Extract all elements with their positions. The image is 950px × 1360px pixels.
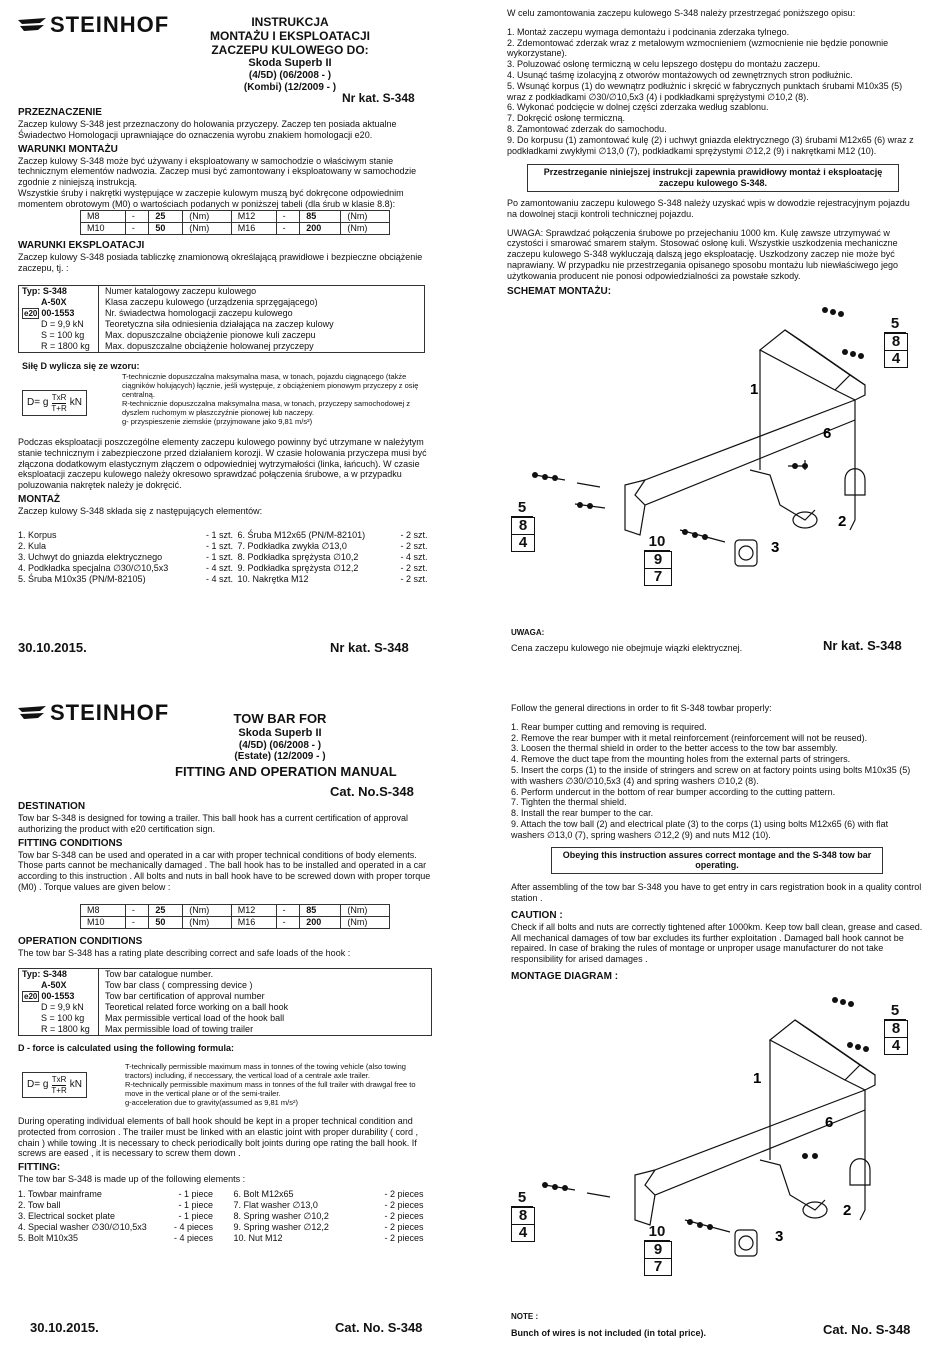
pl-formula-heading: Siłę D wylicza się ze wzoru: [22,361,140,371]
brand-name: STEINHOF [50,12,170,37]
en-rating-table: Typ: S-348 Tow bar catalogue number. A-50X Tow bar class ( compressing device ) e20 00-1553 Tow bar certification of approval number D = 9,9 kN Teoretical related force working on a ball hook S = 100 kg Max permissible vertical load of the hook ball R = 1800 kg Max permissible load of towing trailer [18,968,432,1036]
en-date: 30.10.2015. [30,1320,99,1335]
en-title: TOW BAR FOR Skoda Superb II (4/5D) (06/2008 - ) (Estate) (12/2009 - ) [180,712,380,763]
en-formula-heading: D - force is calculated using the following formula: [18,1043,235,1053]
en-torque-table: M8 - 25 (Nm) M12 - 85 (Nm) M10 - 50 (Nm) M16 - 200 (Nm) [80,904,390,929]
label-6: 6 [825,1114,834,1131]
pl-right-text: W celu zamontowania zaczepu kulowego S-348 należy przestrzegać poniższego opisu: 1. Montaż zaczepu wymaga demontażu i podcinania zderzaka tylnego. 2. Zdemontować zderzak wraz z metalowym wzmocnieniem (wzmocnienie nie będzie ponownie wykorzystane). 3. Poluzować osłonę termiczną w celu lepszego dostępu do montażu zaczepu. 4. Usunąć taśmę izolacyjną z otworów montażowych od zewnętrznych stron podłużnic. 5. Wsunąć korpus (1) do wewnątrz podłużnic i skręcić w fabrycznych punktach śrubami M10x35 (5) wraz z podkładkami ∅30/∅10,5x3 (4) i podkładkami sprężystymi ∅10,2 (8). 6. Wykonać podcięcie w dolnej części zderzaka według szablonu. 7. Dokręcić osłonę termiczną. 8. Zamontować zderzak do samochodu. 9. Do korpusu (1) zamontować kulę (2) i uchwyt gniazda elektrycznego (3) śrubami M12x65 (6) wraz z podkładkami zwykłymi ∅13,0 (7), podkładkami sprężystymi ∅12,2 (9) i nakrętkami M12 (10). Przestrzeganie niniejszej instrukcji zapewnia prawidłowy montaż i eksploatację zaczepu kulowego S-348. Po zamontowaniu zaczepu kulowego S-348 należy uzyskać wpis w dowodzie rejestracyjnym pojazdu na dowolnej stacji kontroli technicznej pojazdu. UWAGA: Sprawdzać połączenia śrubowe po przejechaniu 1000 km. Kulę zawsze utrzymywać w czystości i smarować smarem stałym. Stosować osłonę kuli. Wszystkie uszkodzenia mechaniczne zaczepu kulowego S-348 wykluczają dalszą jego eksploatację. Uszkodzony zaczep nie może być naprawiany. W przypadku nie przestrzegania opisanego sposobu montażu lub niewłaściwego jego użytkowania producent nie ponosi odpowiedzialności za powstałe szkody. SCHEMAT MONTAŻU: [507,8,914,297]
en-right-text: Follow the general directions in order to fit S-348 towbar properly: 1. Rear bumper cutting and removing is required. 2. Remove the rear bumper with it metal reinforcement (reinforcement will not be reused). 3. Loosen the thermal shield in order to the better access to the tow bar assembly. 4. Remove the duct tape from the mounting holes from the external parts of stringers. 5. Insert the corps (1) to the inside of stringers and screw on at factory points using bolts M10x35 (5) with washers ∅30/∅10,5x3 (4) and spring washers ∅10,2 (8). 6. Perform undercut in the bottom of rear bumper according to the cutting pattern. 7. Tighten the thermal shield. 8. Install the rear bumper to the car. 9. Attach the tow ball (2) and electrical plate (3) to the corps (1) using bolts M12x65 (6) with flat washers ∅13,0 (7), spring washers ∅12,2 (9) and nuts M12 (10). Obeying this instruction assures correct montage and the S-348 tow bar operating. After assembling of the tow bar S-348 you have to get entry in cars registration book in a quality control station . CAUTION : Check if all bolts and nuts are correctly tightened after 1000km. Keep tow ball clean, grease and cased. All mechanical damages of tow bar excludes its further exploitation . Damaged ball hook cannot be repaired. In case of braking the rules of montage or unproper usage manufacturer do not take responsibility for arised damages . MONTAGE DIAGRAM : [511,703,923,982]
pl-diagram-stack-right: 5 8 4 [884,316,908,368]
en-diagram-stack-bottom: 10 9 7 [644,1224,672,1276]
pl-diagram-stack-left: 5 8 4 [511,500,535,552]
en-maint-text: During operating individual elements of ball hook should be kept in a proper technical condition and protected from corrosion . The trailer must be linked with an elastic joint with proper durability ( cord , chain ) while towing .It is necessary to check periodically bolt joints during ope rating the ball hook. If screws are eased , it is necessary to screw them down . FITTING: The tow bar S-348 is made up of the following elements : [18,1116,419,1185]
pl-formula: D= g $\frac{\text{TxR}}{T+R}$ kN [22,390,87,416]
en-catno: Cat. No.S-348 [330,784,414,799]
label-6: 6 [823,425,832,442]
pl-catno: Nr kat. S-348 [342,91,415,105]
label-2: 2 [838,513,847,530]
pl-model: Skoda Superb II [248,57,332,70]
pl-title: INSTRUKCJA MONTAŻU I EKSPLOATACJI ZACZEPU KULOWEGO DO: Skoda Superb II (4/5D) (06/2008 - ) (Kombi) (12/2009 - ) [200,16,380,93]
en-montage-diagram [505,985,925,1295]
pl-foot-catno-right: Nr kat. S-348 [823,638,902,653]
pl-foot-catno: Nr kat. S-348 [330,640,409,655]
label-1: 1 [753,1070,762,1087]
en-foot-catno-right: Cat. No. S-348 [823,1322,911,1337]
brand-logo [18,12,169,38]
en-foot-catno: Cat. No. S-348 [335,1320,423,1335]
pl-op-text: WARUNKI EKSPLOATACJI Zaczep kulowy S-348 posiada tabliczkę znamionową określającą prawidłowe i bezpieczne obciążenie zaczepu, tj. : [18,240,423,273]
pl-parts-list: 1. Korpus - 1 szt. 2. Kula - 1 szt. 3. Uchwyt do gniazda elektrycznego - 1 szt. 4. Podkładka specjalna ∅30/∅10,5x3 - 4 szt. 5. Śruba M10x35 (PN/M-82105) - 4 szt. 6. Śruba M12x65 (PN/M-82101) - 2 szt. 7. Podkładka zwykła ∅13,0 - 2 szt. 8. Podkładka sprężysta ∅10,2 - 4 szt. 9. Podkładka sprężysta ∅12,2 - 2 szt. 10. Nakrętka M12 - 2 szt. [18,530,428,584]
en-diagram-stack-left: 5 8 4 [511,1190,535,1242]
pl-diagram-stack-bottom: 10 9 7 [644,534,672,586]
pl-note-heading: UWAGA: [511,628,545,637]
pl-date: 30.10.2015. [18,640,87,655]
label-1: 1 [750,381,759,398]
en-formula: D= g $\frac{\text{TxR}}{T+R}$ kN [22,1072,87,1098]
pl-maint-text: Podczas eksploatacji poszczególne elementy zaczepu kulowego powinny być utrzymane w należytym stanie technicznym i zabezpieczone przed działaniem korozji. W czasie holowania przyczepa musi być złączona dodatkowym elastycznym złączem o odpowiedniej wytrzymałości (linka, łańcuch). W czasie eksploatacji zaczepu kulowego należy okresowo sprawdzać połączenia śrubowe, a w przypadku poluzowania nakrętek należy je dokręcić. MONTAŻ Zaczep kulowy S-348 składa się z następujących elementów: [18,437,427,516]
label-3: 3 [771,539,780,556]
pl-formula-notes: T-technicznie dopuszczalna maksymalna masa, w tonach, pojazdu ciągnącego (także ciągników holujących) łącznie, jeśli występuje, z obciążeniem pionowym przyczepy z osię centralną. R-technicznie dopuszczalna maksymalna masa, w tonach, przyczepy samochodowej z dyszlem ruchomym w płaszczyźnie pionowej lub naczepy. g- przyspieszenie ziemskie (przyjmowane jako 9,81 m/s²) [122,372,419,426]
brand-name: STEINHOF [50,700,170,725]
en-formula-notes: T-technically permissible maximum mass in tonnes of the towing vehicle (also towing tractors) including, if neccessary, the vertical load of a centrale axle trailer. R-technically permissible maximum mass in tonnes of the full trailer with drawgal free to move in the vertical plane or of the semi-trailer. g-acceleration due to gravity(assumed as 9,81 m/s²) [125,1062,416,1107]
pl-montage-diagram [505,290,925,610]
pl-note: Cena zaczepu kulowego nie obejmuje wiązki elektrycznej. [511,643,743,653]
en-left-text: DESTINATION Tow bar S-348 is designed for towing a trailer. This ball hook has a current certification of approval authorizing the product with e20 certification sign. FITTING CONDITIONS Tow bar S-348 can be used and operated in a car with proper technical conditions of body elements. Those parts cannot be mechanically damaged . The ball hook has to be installed and operated in a car according to this instruction . All bolts and nuts in ball hook have to be screwed down with proper torque (M0) . Torque values are given below : [18,801,431,892]
steinhof-wing-icon [18,704,48,722]
brand-logo-en [18,700,169,726]
en-subtitle: FITTING AND OPERATION MANUAL [175,764,397,779]
en-op-text: OPERATION CONDITIONS The tow bar S-348 has a rating plate describing correct and safe loads of the hook : [18,936,351,958]
pl-left-text: PRZEZNACZENIE Zaczep kulowy S-348 jest przeznaczony do holowania przyczepy. Zaczep ten posiada aktualne Świadectwo Homologacji uprawniające do oznaczenia wyrobu znakiem homologacji e20. WARUNKI MONTAŻU Zaczep kulowy S-348 może być używany i eksploatowany w samochodzie o właściwym stanie technicznym elementów nadwozia. Zaczep musi być zamontowany i eksploatowany w samochodzie zgodnie z niniejszą instrukcją. Wszystkie śruby i nakrętki występujące w zaczepie kulowym muszą być dokręcone odpowiednim momentem obrotowym (M0) o wartościach podanych w poniższej tabeli (dla śrub w klasie 8.8): [18,107,417,209]
pl-torque-table: M8 - 25 (Nm) M12 - 85 (Nm) M10 - 50 (Nm) M16 - 200 (Nm) [80,210,390,235]
en-parts-list: 1. Towbar mainframe - 1 piece 2. Tow ball - 1 piece 3. Electrical socket plate - 1 piece 4. Special washer ∅30/∅10,5x3 - 4 pieces 5. Bolt M10x35 - 4 pieces 6. Bolt M12x65 - 2 pieces 7. Flat washer ∅13,0 - 2 pieces 8. Spring washer ∅10,2 - 2 pieces 9. Spring washer ∅12,2 - 2 pieces 10. Nut M12 - 2 pieces [18,1189,424,1243]
en-model: Skoda Superb II [238,726,322,739]
label-2: 2 [843,1202,852,1219]
en-note: Bunch of wires is not included (in total price). [511,1328,707,1338]
en-notice-box: Obeying this instruction assures correct montage and the S-348 tow bar operating. [551,847,883,875]
en-note-heading: NOTE : [511,1312,539,1321]
en-diagram-stack-right: 5 8 4 [884,1003,908,1055]
steinhof-wing-icon [18,16,48,34]
pl-notice-box: Przestrzeganie niniejszej instrukcji zapewnia prawidłowy montaż i eksploatację zaczepu kulowego S-348. [527,164,899,192]
pl-rating-table: Typ: S-348 Numer katalogowy zaczepu kulowego A-50X Klasa zaczepu kulowego (urządzenia sprzęgającego) e20 00-1553 Nr. świadectwa homologacji zaczepu kulowego D = 9,9 kN Teoretyczna siła odniesienia działająca na zaczep kulowy S = 100 kg Max. dopuszczalne obciążenie pionowe kuli zaczepu R = 1800 kg Max. dopuszczalne obciążenie holowanej przyczepy [18,285,425,353]
label-3: 3 [775,1228,784,1245]
